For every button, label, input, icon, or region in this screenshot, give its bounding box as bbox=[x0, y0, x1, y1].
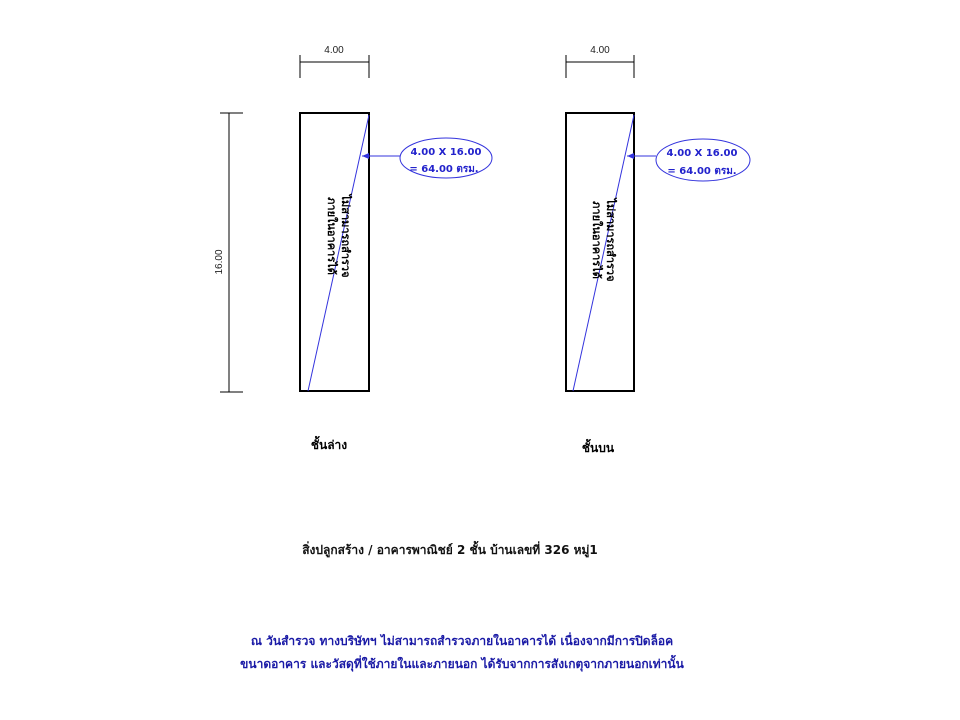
floor-caption: ชั้นบน bbox=[581, 441, 615, 455]
width-label: 4.00 bbox=[590, 45, 610, 56]
survey-note-line1: ณ วันสำรวจ ทางบริษัทฯ ไม่สามารถสำรวจภายในอาคารได้ เนื่องจากมีการปิดล็อค bbox=[250, 634, 674, 648]
callout-area: = 64.00 ตรม. bbox=[667, 166, 737, 177]
width-label: 4.00 bbox=[324, 45, 344, 56]
callout-dimensions: 4.00 X 16.00 bbox=[666, 148, 738, 159]
inside-note-line2: ภายในอาคารได้ bbox=[590, 201, 603, 279]
inside-note-line2: ภายในอาคารได้ bbox=[325, 197, 338, 275]
callout-arrowhead bbox=[362, 153, 369, 159]
building-description: สิ่งปลูกสร้าง / อาคารพาณิชย์ 2 ชั้น บ้านเลขที่ 326 หมู่1 bbox=[302, 543, 598, 557]
ground-floor-plan bbox=[214, 45, 492, 452]
floor-caption: ชั้นล่าง bbox=[310, 438, 348, 452]
inside-note-line1: ไม่สามารถสำรวจ bbox=[604, 198, 617, 282]
upper-floor-plan bbox=[566, 45, 750, 455]
callout-arrowhead bbox=[627, 153, 634, 159]
survey-note-line2: ขนาดอาคาร และวัสดุที่ใช้ภายในและภายนอก ได้รับจากการสังเกตุจากภายนอกเท่านั้น bbox=[240, 657, 684, 671]
callout-dimensions: 4.00 X 16.00 bbox=[410, 147, 482, 158]
inside-note-line1: ไม่สามารถสำรวจ bbox=[339, 194, 352, 278]
height-label: 16.00 bbox=[214, 249, 225, 275]
callout-area: = 64.00 ตรม. bbox=[409, 164, 479, 175]
